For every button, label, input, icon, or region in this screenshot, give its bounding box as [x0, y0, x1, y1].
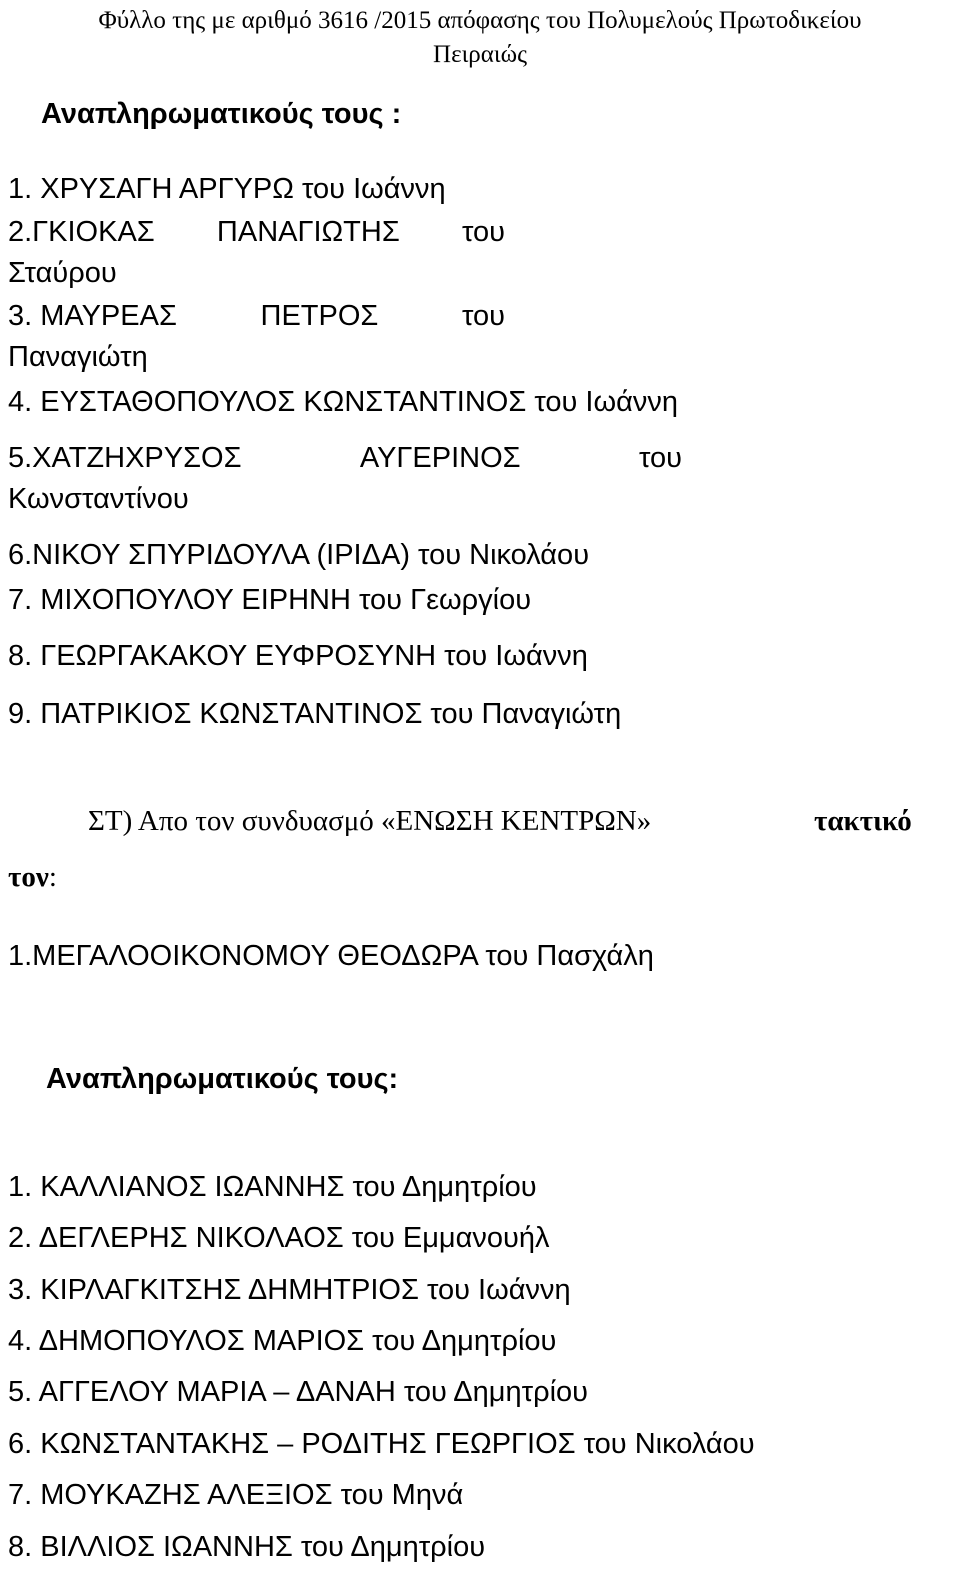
list-item: 7. ΜΟΥΚΑΖΗΣ ΑΛΕΞΙΟΣ του Μηνά [8, 1479, 464, 1511]
list-item-part: ΠΕΤΡΟΣ [260, 300, 379, 332]
list-item: 6. ΚΩΝΣΤΑΝΤΑΚΗΣ – ΡΟΔΙΤΗΣ ΓΕΩΡΓΙΟΣ του Νικολάου [8, 1428, 755, 1460]
header-line-1: Φύλλο της με αριθμό 3616 /2015 απόφασης του Πολυμελούς Πρωτοδικείου [98, 7, 862, 34]
section1-heading: Αναπληρωματικούς τους : [41, 98, 402, 130]
list-item-part: του [638, 442, 682, 474]
list-item [8, 299, 505, 333]
list-item: 5. ΑΓΓΕΛΟΥ ΜΑΡΙΑ – ΔΑΝΑΗ του Δημητρίου [8, 1376, 589, 1408]
list-item: 3. ΚΙΡΛΑΓΚΙΤΣΗΣ ΔΗΜΗΤΡΙΟΣ του Ιωάννη [8, 1274, 571, 1306]
list-item: 8. ΓΕΩΡΓΑΚΑΚΟΥ ΕΥΦΡΟΣΥΝΗ του Ιωάννη [8, 640, 588, 672]
list-item [8, 215, 505, 249]
list-item: 4. ΔΗΜΟΠΟΥΛΟΣ ΜΑΡΙΟΣ του Δημητρίου [8, 1325, 557, 1357]
list-item [8, 441, 682, 475]
list-item: 6.ΝΙΚΟΥ ΣΠΥΡΙΔΟΥΛΑ (ΙΡΙΔΑ) του Νικολάου [8, 539, 590, 571]
list-item-part: 3. ΜΑΥΡΕΑΣ [8, 300, 177, 332]
list-item-continuation: Σταύρου [8, 257, 117, 289]
section-st-intro: ΣΤ) Απο τον συνδυασμό «ΕΝΩΣΗ ΚΕΝΤΡΩΝ» [88, 805, 652, 837]
list-item: 9. ΠΑΤΡΙΚΙΟΣ ΚΩΝΣΤΑΝΤΙΝΟΣ του Παναγιώτη [8, 698, 622, 730]
list-item-part: του [461, 300, 505, 332]
list-item: 7. ΜΙΧΟΠΟΥΛΟΥ ΕΙΡΗΝΗ του Γεωργίου [8, 584, 532, 616]
list-item-part: του [461, 216, 505, 248]
section-st-bold-tail: τακτικό [814, 805, 912, 837]
list-item-part: 2.ΓΚΙΟΚΑΣ [8, 216, 155, 248]
section-st-continuation [8, 860, 57, 894]
list-item: 4. ΕΥΣΤΑΘΟΠΟΥΛΟΣ ΚΩΝΣΤΑΝΤΙΝΟΣ του Ιωάννη [8, 386, 679, 418]
list-item: 1.ΜΕΓΑΛΟΟΙΚΟΝΟΜΟΥ ΘΕΟΔΩΡΑ του Πασχάλη [8, 940, 654, 972]
list-item: 2. ΔΕΓΛΕΡΗΣ ΝΙΚΟΛΑΟΣ του Εμμανουήλ [8, 1222, 550, 1254]
section-st-cont-bold: τον [8, 861, 49, 893]
list-item-continuation: Παναγιώτη [8, 341, 148, 373]
list-item-part: ΑΥΓΕΡΙΝΟΣ [359, 442, 521, 474]
list-item: 1. ΧΡΥΣΑΓΗ ΑΡΓΥΡΩ του Ιωάννη [8, 173, 446, 205]
list-item: 8. ΒΙΛΛΙΟΣ ΙΩΑΝΝΗΣ του Δημητρίου [8, 1531, 486, 1563]
list-item-part: ΠΑΝΑΓΙΩΤΗΣ [216, 216, 400, 248]
list-item: 1. ΚΑΛΛΙΑΝΟΣ ΙΩΑΝΝΗΣ του Δημητρίου [8, 1171, 537, 1203]
list-item-continuation: Κωνσταντίνου [8, 483, 189, 515]
section-st-cont-colon: : [48, 861, 57, 893]
header-line-2: Πειραιώς [433, 41, 527, 68]
section2-heading: Αναπληρωματικούς τους: [46, 1063, 399, 1095]
list-item-part: 5.ΧΑΤΖΗΧΡΥΣΟΣ [8, 442, 242, 474]
page-header [0, 4, 960, 72]
